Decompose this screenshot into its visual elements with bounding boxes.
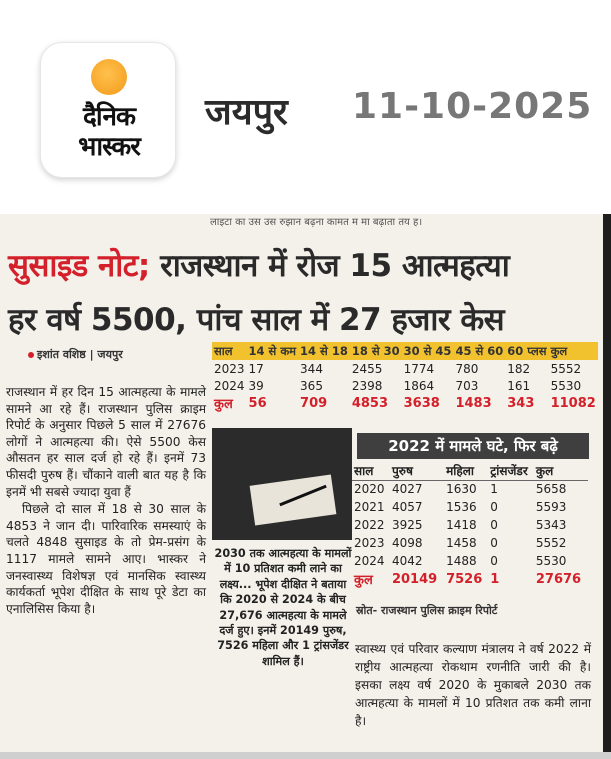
table-cell: 3925 <box>391 518 423 532</box>
table-cell: 2023 <box>354 536 385 550</box>
table-cell: कुल <box>354 573 373 588</box>
byline <box>28 347 123 362</box>
table-header-cell: कुल <box>549 342 598 360</box>
dainik-bhaskar-logo[interactable] <box>40 42 176 178</box>
table-cell: 703 <box>455 378 479 393</box>
byline-dot-icon <box>28 352 34 358</box>
table-cell: 1536 <box>446 500 477 514</box>
table-header-cell: साल <box>212 342 247 360</box>
table-cell: 1488 <box>446 554 477 568</box>
table-cell: 1458 <box>446 536 477 550</box>
gender-table <box>352 462 588 588</box>
table-cell: 0 <box>490 554 498 568</box>
table-cell: 4853 <box>351 395 389 411</box>
table-row <box>352 552 588 570</box>
table-total-row <box>212 394 598 412</box>
table-row <box>212 360 598 377</box>
table-cell: 1774 <box>403 361 435 376</box>
table-cell: 20149 <box>391 571 438 587</box>
table-cell: 2020 <box>354 482 385 497</box>
table-cell: 11082 <box>550 395 596 411</box>
table-cell: 5530 <box>550 378 582 393</box>
article-right-paragraph: स्वास्थ्य एवं परिवार कल्याण मंत्रालय ने वर्ष 2022 में राष्ट्रीय आत्महत्या रोकथाम रणनीति जारी की है। इसका लक्ष्य वर्ष 2020 के मुकाबले 2030 तक आत्महत्या के मामलों में 10 प्रतिशत तक कमी लाना है। <box>355 642 591 728</box>
table-cell: 5343 <box>535 518 567 532</box>
table-cell: 5552 <box>550 361 582 376</box>
table-row <box>212 377 598 394</box>
table-cell: 2024 <box>354 554 385 568</box>
table-row <box>352 498 588 516</box>
table-cell: 3638 <box>403 395 440 411</box>
table-cell: 709 <box>300 395 328 411</box>
table-row <box>352 534 588 552</box>
table-cell: 2023 <box>214 361 245 376</box>
headline-red-part: सुसाइड नोट; <box>8 248 150 284</box>
age-table-header <box>212 342 598 360</box>
table-cell: 1864 <box>403 378 435 393</box>
byline-text: इशांत वशिष्ठ | जयपुर <box>37 348 123 361</box>
table-cell: 2455 <box>351 361 383 376</box>
pen-on-paper-photo <box>212 428 352 540</box>
table-cell: 39 <box>248 378 264 393</box>
gender-table-header <box>352 462 588 480</box>
table-row <box>352 480 588 498</box>
table-cell: 2021 <box>354 500 385 514</box>
headline-rest: राजस्थान में रोज 15 आत्महत्या <box>149 248 510 284</box>
table-total-row <box>352 570 588 588</box>
article-paragraph-1: राजस्थान में हर दिन 15 आत्महत्या के मामले सामने आ रहे हैं। राजस्थान पुलिस क्राइम रिपोर्ट के अनुसार पिछले 5 साल में 27676 लोगों ने आत्महत्या की। ऐसे 5500 केस औसतन हर साल दर्ज हो रहे हैं। इनमें 73 फीसदी पुरुष हैं। चौंकाने वाली बात यह है कि इनमें भी सबसे ज्यादा युवा हैं <box>6 385 206 499</box>
article-paragraph-2: पिछले दो साल में 18 से 30 साल के 4853 ने जान दी। पारिवारिक समस्याएं के चलते 4848 सुसाइड के तो प्रेम-प्रसंग के 1117 मामले सामने आए। भास्कर ने जनस्वास्थ्य विशेषज्ञ एवं मानसिक स्वास्थ्य कार्यकर्ता भूपेश दीक्षित के साथ पूरे डेटा का एनालिसिस किया है। <box>6 502 206 616</box>
table-header-cell: साल <box>352 462 390 480</box>
age-group-table <box>212 342 598 412</box>
bottom-edge-shadow <box>0 752 611 759</box>
table-header-cell: 60 प्लस <box>505 342 548 360</box>
edition-city: जयपुर <box>205 92 288 133</box>
headline-line1 <box>8 244 598 286</box>
table-cell: 5530 <box>535 554 567 568</box>
table-cell: 7526 <box>446 571 483 587</box>
table-cell: 343 <box>507 395 535 411</box>
headline-line2: हर वर्ष 5500, पांच साल में 27 हजार केस <box>8 302 505 338</box>
table-cell: 1630 <box>446 482 477 497</box>
table-cell: 1483 <box>455 395 492 411</box>
table-cell: 17 <box>248 361 264 376</box>
table-cell: 0 <box>490 536 498 550</box>
table-cell: 1 <box>490 571 500 587</box>
table-cell: 780 <box>455 361 479 376</box>
cut-off-text: लाइटा का उस उस रुझान बढ़ना कामत म मा बढ़ाता तय ह। <box>210 217 423 228</box>
article-left-column <box>6 384 206 618</box>
logo-text-line1: दैनिक <box>83 102 135 132</box>
edition-date: 11-10-2025 <box>352 86 593 127</box>
sun-logo-icon <box>91 59 127 95</box>
table-cell: 1418 <box>446 518 477 532</box>
table-cell: 365 <box>300 378 323 393</box>
clipping-edge-shadow <box>603 214 611 759</box>
table-cell: 4057 <box>391 500 423 514</box>
logo-text-line2: भास्कर <box>78 132 140 162</box>
table-header-cell: ट्रांसजेंडर <box>488 462 534 480</box>
table-header-cell: कुल <box>534 462 588 480</box>
table-cell: 161 <box>507 378 531 393</box>
table-cell: 344 <box>300 361 323 376</box>
app-header <box>0 0 611 210</box>
table-header-cell: 18 से 30 <box>350 342 402 360</box>
table-cell: 4098 <box>391 536 423 550</box>
table-cell: 1 <box>490 482 498 497</box>
table-header-cell: 14 से कम <box>247 342 299 360</box>
data-source: स्रोत- राजस्थान पुलिस क्राइम रिपोर्ट <box>356 604 498 617</box>
table-header-cell: पुरुष <box>390 462 444 480</box>
table-header-cell: 14 से 18 <box>298 342 350 360</box>
table-cell: 2022 <box>354 518 385 532</box>
table-cell: 4042 <box>391 554 423 568</box>
newspaper-clipping <box>0 214 603 759</box>
table-header-cell: महिला <box>444 462 488 480</box>
table-header-cell: 45 से 60 <box>453 342 505 360</box>
table-cell: 5658 <box>535 482 567 497</box>
table-cell: 27676 <box>535 571 582 587</box>
table-cell: कुल <box>214 397 233 412</box>
table-cell: 2398 <box>351 378 383 393</box>
table-cell: 182 <box>507 361 531 376</box>
table-cell: 0 <box>490 518 498 532</box>
table-cell: 5552 <box>535 536 567 550</box>
table-cell: 2024 <box>214 378 245 393</box>
table-cell: 5593 <box>535 500 567 514</box>
table-header-cell: 30 से 45 <box>402 342 454 360</box>
table-cell: 56 <box>248 395 267 411</box>
table-cell: 4027 <box>391 482 423 497</box>
table-cell: 0 <box>490 500 498 514</box>
gender-table-title: 2022 में मामले घटे, फिर बढ़े <box>357 433 589 459</box>
table-row <box>352 516 588 534</box>
photo-caption: 2030 तक आत्महत्या के मामलों में 10 प्रतिशत कमी लाने का लक्ष्य... भूपेश दीक्षित ने बताया कि 2020 से 2024 के बीच 27,676 आत्महत्या के मामले दर्ज हुए। इनमें 20149 पुरुष, 7526 महिला और 1 ट्रांसजेंडर शामिल हैं। <box>214 547 352 668</box>
